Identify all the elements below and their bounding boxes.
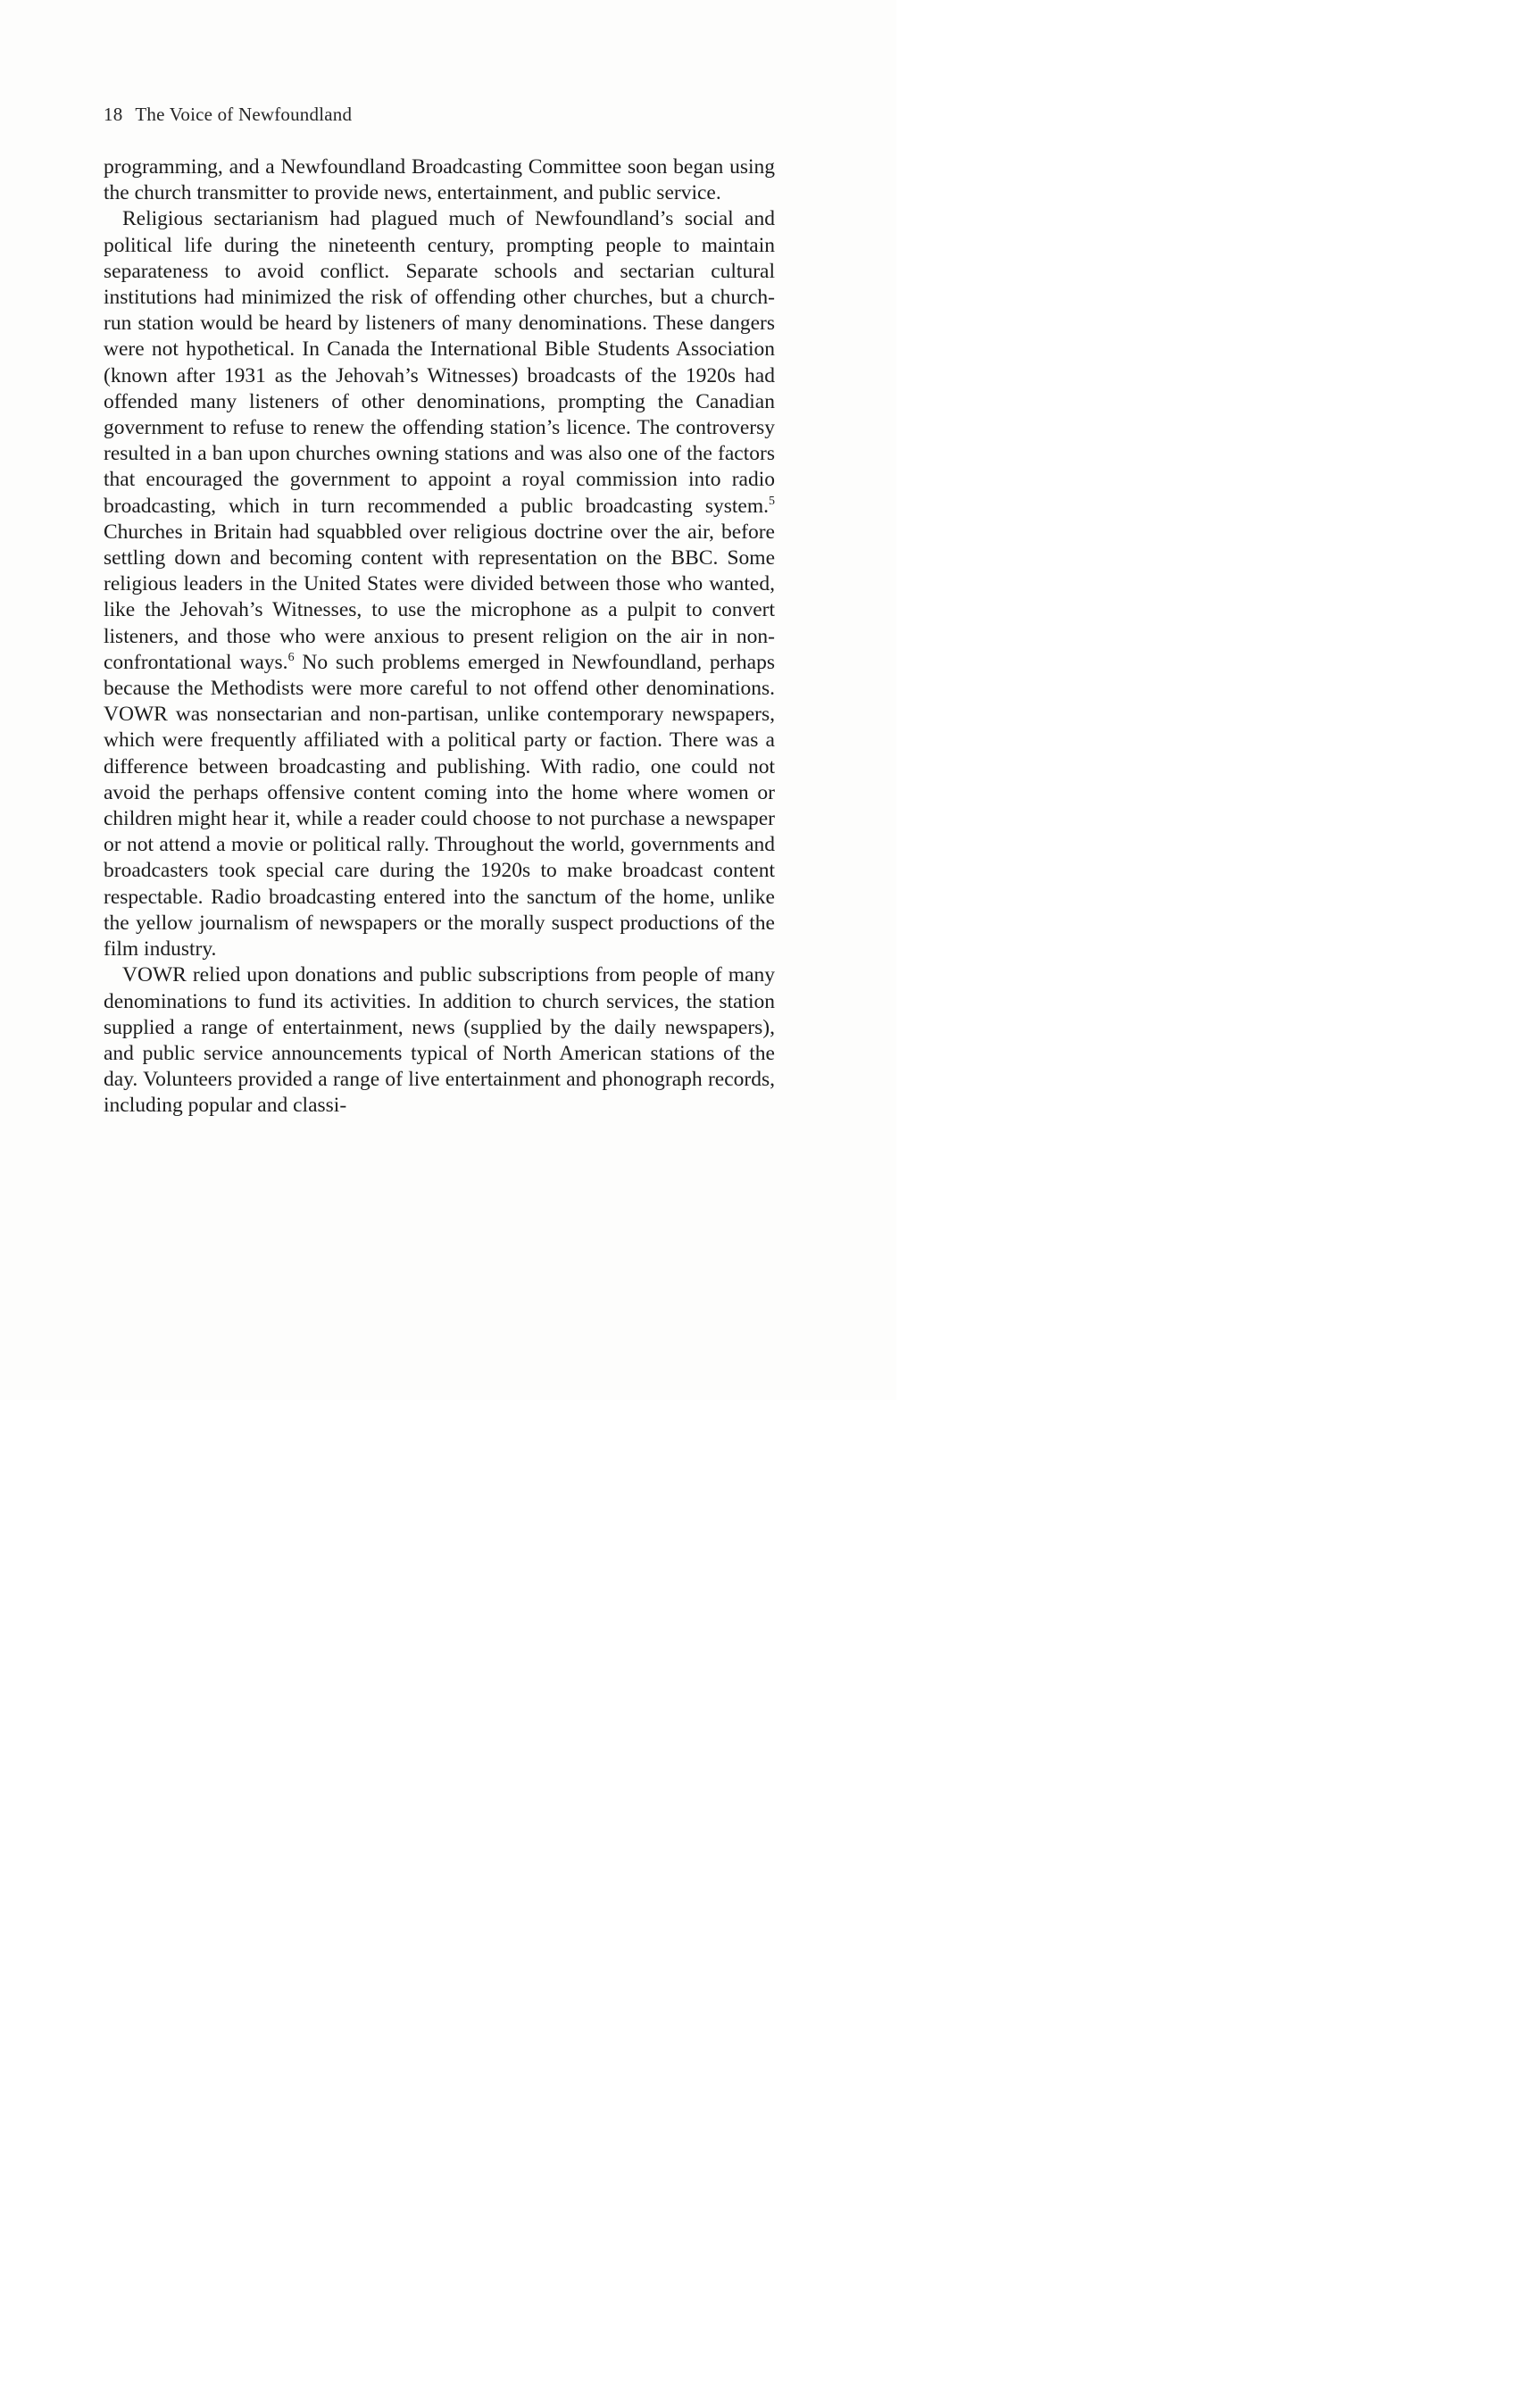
paragraph-text: Religious sectarianism had plagued much of Newfoundland’s social and political life during the nineteenth century, prompting people to maintain separateness to avoid conflict. Separate schools and sectarian cultural institutions had minimized the risk of offending other churches, but a church-run station would be heard by listeners of many denominations. These dangers were not hypothetical. In Canada the International Bible Students Association (known after 1931 as the Jehovah’s Witnesses) broadcasts of the 1920s had offended many listeners of other denominations, prompting the Canadian government to refuse to renew the offending station’s licence. The controversy resulted in a ban upon churches owning stations and was also one of the factors that encouraged the government to appoint a royal commission into radio broadcasting, which in turn recommended a public broadcasting system. — [104, 207, 775, 518]
paragraph-text: VOWR relied upon donations and public subscriptions from people of many denominations to fund its activities. In addition to church services, the station supplied a range of entertainment, news (supplied by the daily newspapers), and public service announcements typical of North American stations of the day. Volunteers provided a range of live entertainment and phonograph records, including popular and classi- — [104, 963, 775, 1118]
footnote-marker: 6 — [287, 651, 295, 665]
footnote-marker: 5 — [769, 494, 775, 508]
paragraph-text: Churches in Britain had squabbled over religious doctrine over the air, before settling down and becoming content with representation on the BBC. Some religious leaders in the United States were divided between those who wanted, like the Jehovah’s Witnesses, to use the microphone as a pulpit to convert listeners, and those who were anxious to present religion on the air in non-confrontational ways. — [104, 520, 775, 674]
book-page — [0, 0, 896, 1400]
paragraph — [104, 962, 775, 1119]
book-title: The Voice of Newfoundland — [135, 104, 353, 125]
running-head — [104, 104, 352, 126]
page-number: 18 — [104, 104, 123, 125]
paragraph-text: programming, and a Newfoundland Broadcasting Committee soon began using the church transmitter to provide news, entertainment, and public service. — [104, 155, 775, 205]
body-text — [104, 154, 775, 1120]
paragraph — [104, 206, 775, 962]
paragraph-text: No such problems emerged in Newfoundland, perhaps because the Methodists were more careful to not offend other denominations. VOWR was nonsectarian and non-partisan, unlike contemporary newspapers, which were frequently affiliated with a political party or faction. There was a difference between broadcasting and publishing. With radio, one could not avoid the perhaps offensive content coming into the home where women or children might hear it, while a reader could choose to not purchase a newspaper or not attend a movie or political rally. Throughout the world, governments and broadcasters took special care during the 1920s to make broadcast content respectable. Radio broadcasting entered into the sanctum of the home, unlike the yellow journalism of newspapers or the morally suspect productions of the film industry. — [104, 650, 775, 962]
paragraph — [104, 154, 775, 206]
